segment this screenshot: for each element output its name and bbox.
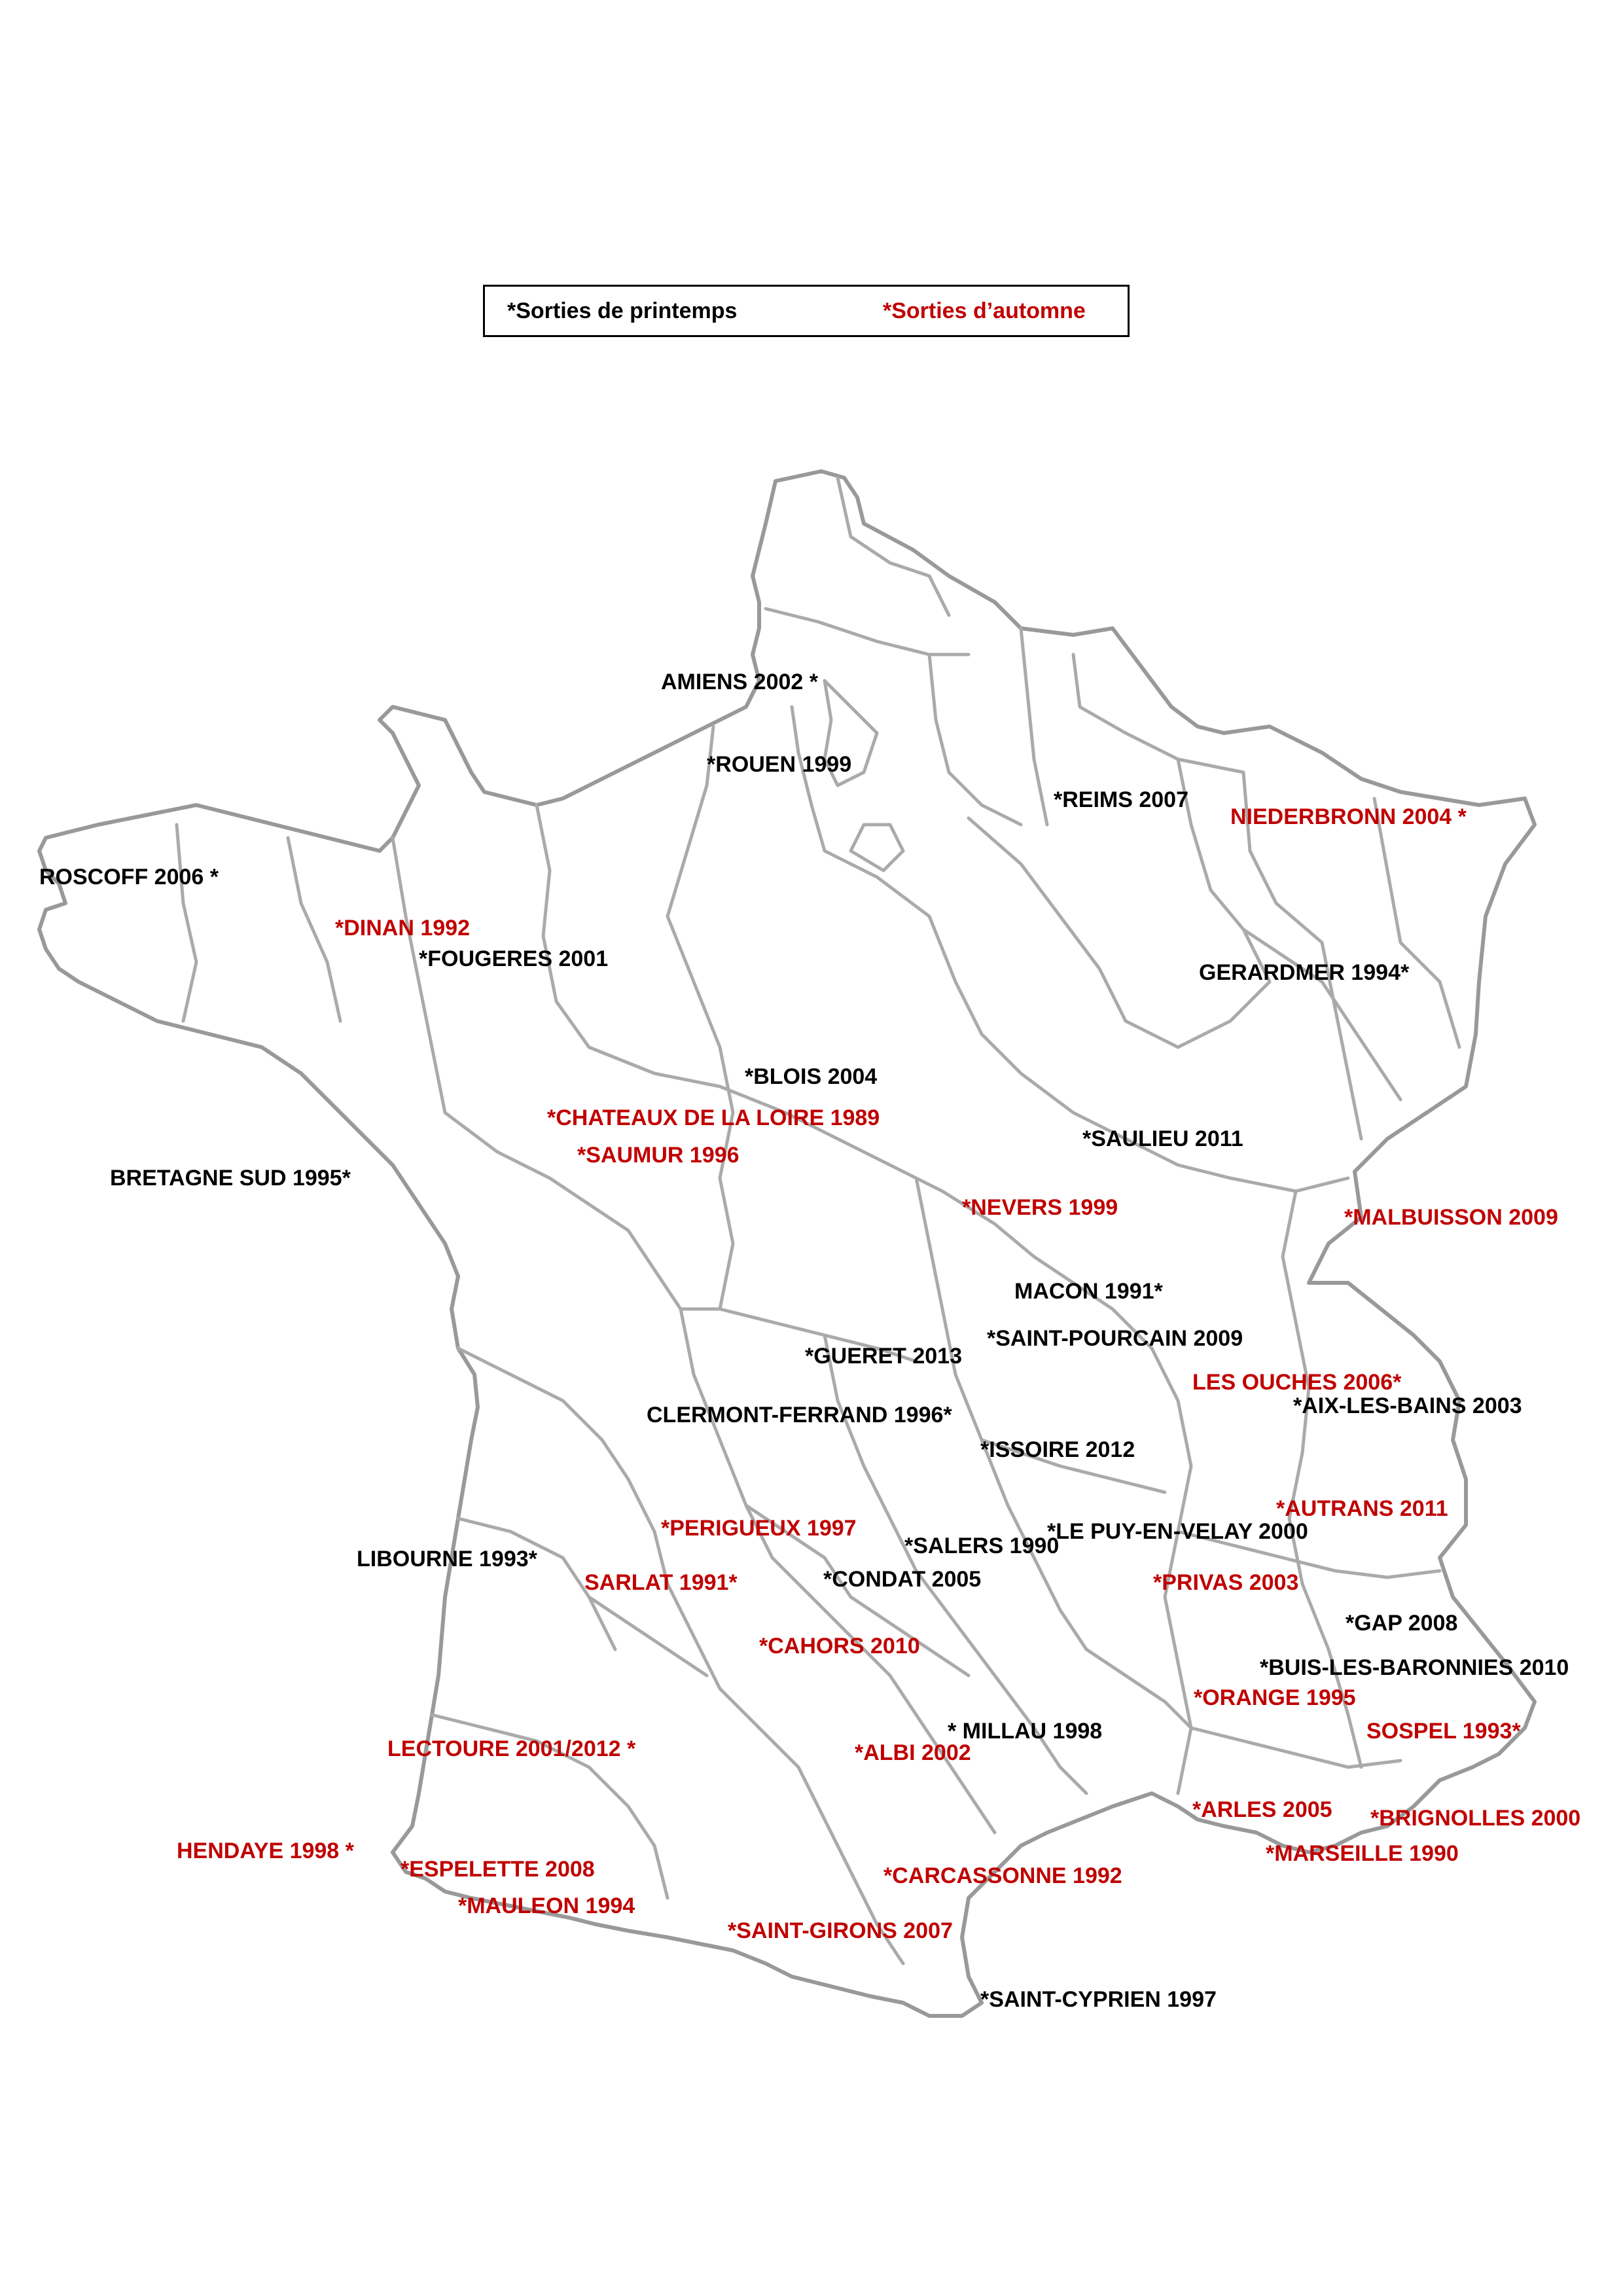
place-label-cahors: *CAHORS 2010 bbox=[759, 1634, 920, 1659]
place-label-lectoure: LECTOURE 2001/2012 * bbox=[387, 1736, 636, 1761]
place-label-roscoff: ROSCOFF 2006 * bbox=[39, 865, 219, 889]
place-label-carcassonne: *CARCASSONNE 1992 bbox=[883, 1863, 1122, 1888]
place-label-brignolles: *BRIGNOLLES 2000 bbox=[1370, 1806, 1581, 1831]
place-label-mauleon: *MAULEON 1994 bbox=[458, 1893, 635, 1918]
place-label-bretagne-sud: BRETAGNE SUD 1995* bbox=[110, 1166, 351, 1191]
place-label-fougeres: *FOUGERES 2001 bbox=[419, 946, 609, 971]
place-label-le-puy: *LE PUY-EN-VELAY 2000 bbox=[1047, 1519, 1308, 1544]
place-label-millau: * MILLAU 1998 bbox=[948, 1719, 1103, 1744]
place-label-privas: *PRIVAS 2003 bbox=[1153, 1570, 1299, 1595]
place-label-marseille: *MARSEILLE 1990 bbox=[1266, 1841, 1459, 1866]
place-label-clermont: CLERMONT-FERRAND 1996* bbox=[647, 1403, 952, 1427]
legend-spring: *Sorties de printemps bbox=[507, 298, 738, 323]
place-label-salers: *SALERS 1990 bbox=[904, 1534, 1060, 1558]
place-label-orange: *ORANGE 1995 bbox=[1194, 1685, 1356, 1710]
place-label-niederbronn: NIEDERBRONN 2004 * bbox=[1230, 804, 1467, 829]
place-label-autrans: *AUTRANS 2011 bbox=[1276, 1496, 1448, 1521]
place-label-issoire: *ISSOIRE 2012 bbox=[980, 1437, 1135, 1462]
place-label-arles: *ARLES 2005 bbox=[1192, 1797, 1332, 1822]
place-label-sarlat: SARLAT 1991* bbox=[584, 1570, 738, 1595]
place-label-amiens: AMIENS 2002 * bbox=[661, 670, 818, 694]
place-label-nevers: *NEVERS 1999 bbox=[962, 1195, 1118, 1220]
place-label-saumur: *SAUMUR 1996 bbox=[577, 1143, 740, 1168]
place-label-buis: *BUIS-LES-BARONNIES 2010 bbox=[1260, 1655, 1569, 1680]
place-label-les-ouches: LES OUCHES 2006* bbox=[1192, 1370, 1402, 1395]
place-label-blois: *BLOIS 2004 bbox=[745, 1064, 878, 1089]
place-label-sospel: SOSPEL 1993* bbox=[1366, 1719, 1521, 1744]
legend-autumn: *Sorties d’automne bbox=[883, 298, 1086, 323]
place-label-macon: MACON 1991* bbox=[1014, 1279, 1163, 1304]
place-label-dinan: *DINAN 1992 bbox=[335, 916, 470, 941]
place-label-hendaye: HENDAYE 1998 * bbox=[177, 1839, 354, 1863]
place-label-espelette: *ESPELETTE 2008 bbox=[401, 1857, 595, 1882]
place-label-malbuisson: *MALBUISSON 2009 bbox=[1344, 1205, 1558, 1230]
place-label-perigueux: *PERIGUEUX 1997 bbox=[661, 1516, 857, 1541]
place-label-albi: *ALBI 2002 bbox=[855, 1740, 971, 1765]
place-label-chateaux-loire: *CHATEAUX DE LA LOIRE 1989 bbox=[547, 1105, 880, 1130]
place-label-libourne: LIBOURNE 1993* bbox=[357, 1547, 537, 1571]
place-label-aix-les-bains: *AIX-LES-BAINS 2003 bbox=[1293, 1393, 1522, 1418]
legend bbox=[483, 285, 1130, 337]
place-label-saint-pourcain: *SAINT-POURCAIN 2009 bbox=[987, 1326, 1243, 1351]
place-label-saint-cyprien: *SAINT-CYPRIEN 1997 bbox=[980, 1987, 1217, 2012]
place-label-saulieu: *SAULIEU 2011 bbox=[1082, 1126, 1243, 1151]
place-label-gueret: *GUERET 2013 bbox=[805, 1344, 962, 1369]
place-label-saint-girons: *SAINT-GIRONS 2007 bbox=[728, 1918, 953, 1943]
place-label-condat: *CONDAT 2005 bbox=[823, 1567, 982, 1592]
department-borders bbox=[177, 478, 1459, 1964]
france-outline bbox=[39, 471, 1535, 2016]
place-label-gerardmer: GERARDMER 1994* bbox=[1199, 960, 1410, 985]
place-label-gap: *GAP 2008 bbox=[1346, 1611, 1458, 1636]
place-label-reims: *REIMS 2007 bbox=[1054, 787, 1188, 812]
place-label-rouen: *ROUEN 1999 bbox=[707, 752, 852, 777]
